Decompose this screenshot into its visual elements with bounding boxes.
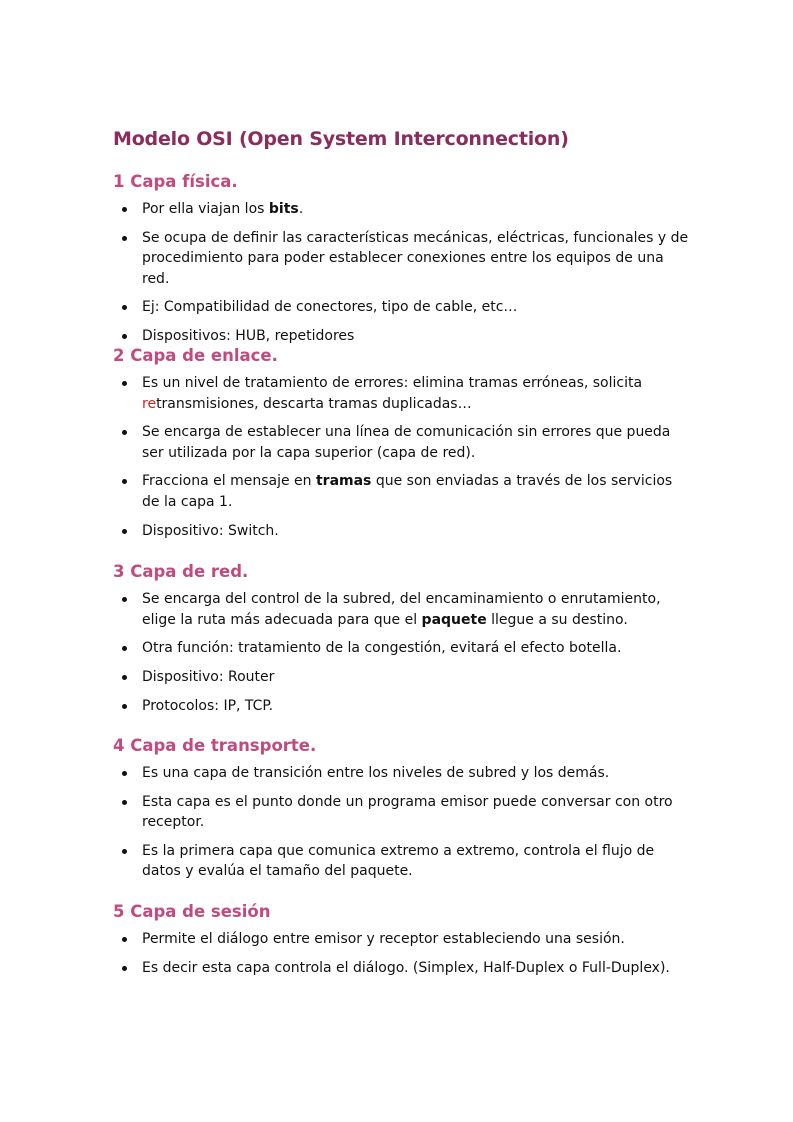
list-item: Se encarga de establecer una línea de comunicación sin errores que pueda ser utilizada por la capa superior (capa de red). bbox=[113, 422, 693, 463]
section-capa-red bbox=[113, 561, 693, 724]
bullet-list bbox=[113, 373, 693, 541]
list-item: Esta capa es el punto donde un programa emisor puede conversar con otro receptor. bbox=[113, 792, 693, 833]
section-capa-enlace bbox=[113, 345, 693, 549]
section-heading: 4 Capa de transporte. bbox=[113, 736, 317, 755]
bullet-icon bbox=[122, 646, 127, 651]
list-item: Es una capa de transición entre los niveles de subred y los demás. bbox=[113, 763, 693, 784]
list-item: Fracciona el mensaje en tramas que son enviadas a través de los servicios de la capa 1. bbox=[113, 471, 693, 512]
list-item: Otra función: tratamiento de la congestión, evitará el efecto botella. bbox=[113, 638, 693, 659]
section-heading: 2 Capa de enlace. bbox=[113, 346, 278, 365]
list-item: Se encarga del control de la subred, del encaminamiento o enrutamiento, elige la ruta más adecuada para que el paquete llegue a su destino. bbox=[113, 589, 693, 630]
list-item: Dispositivos: HUB, repetidores bbox=[113, 326, 693, 347]
bullet-icon bbox=[122, 305, 127, 310]
document-title: Modelo OSI (Open System Interconnection) bbox=[113, 128, 569, 150]
list-item: Ej: Compatibilidad de conectores, tipo de cable, etc… bbox=[113, 297, 693, 318]
bullet-list bbox=[113, 589, 693, 716]
bullet-icon bbox=[122, 479, 127, 484]
bullet-icon bbox=[122, 236, 127, 241]
bullet-icon bbox=[122, 849, 127, 854]
bullet-icon bbox=[122, 430, 127, 435]
list-item: Dispositivo: Router bbox=[113, 667, 693, 688]
bullet-icon bbox=[122, 966, 127, 971]
section-heading: 3 Capa de red. bbox=[113, 562, 249, 581]
bullet-icon bbox=[122, 937, 127, 942]
list-item: Dispositivo: Switch. bbox=[113, 521, 693, 542]
list-item: Es decir esta capa controla el diálogo. (Simplex, Half-Duplex o Full-Duplex). bbox=[113, 958, 693, 979]
bullet-list bbox=[113, 199, 693, 347]
list-item: Se ocupa de definir las características mecánicas, eléctricas, funcionales y de procedimiento para poder establecer conexiones entre los equipos de una red. bbox=[113, 228, 693, 290]
bullet-icon bbox=[122, 597, 127, 602]
bullet-icon bbox=[122, 207, 127, 212]
bullet-list bbox=[113, 929, 693, 978]
bullet-icon bbox=[122, 704, 127, 709]
list-item: Permite el diálogo entre emisor y receptor estableciendo una sesión. bbox=[113, 929, 693, 950]
bullet-list bbox=[113, 763, 693, 882]
bullet-icon bbox=[122, 334, 127, 339]
bullet-icon bbox=[122, 381, 127, 386]
list-item: Es un nivel de tratamiento de errores: elimina tramas erróneas, solicita retransmisiones, descarta tramas duplicadas… bbox=[113, 373, 693, 414]
section-heading: 5 Capa de sesión bbox=[113, 902, 271, 921]
list-item: Protocolos: IP, TCP. bbox=[113, 696, 693, 717]
bullet-icon bbox=[122, 800, 127, 805]
section-capa-sesion bbox=[113, 901, 693, 986]
bullet-icon bbox=[122, 529, 127, 534]
list-item: Es la primera capa que comunica extremo a extremo, controla el flujo de datos y evalúa el tamaño del paquete. bbox=[113, 841, 693, 882]
bullet-icon bbox=[122, 675, 127, 680]
section-capa-transporte bbox=[113, 735, 693, 890]
section-heading: 1 Capa física. bbox=[113, 172, 238, 191]
section-capa-fisica bbox=[113, 171, 693, 355]
bullet-icon bbox=[122, 771, 127, 776]
list-item: Por ella viajan los bits. bbox=[113, 199, 693, 220]
